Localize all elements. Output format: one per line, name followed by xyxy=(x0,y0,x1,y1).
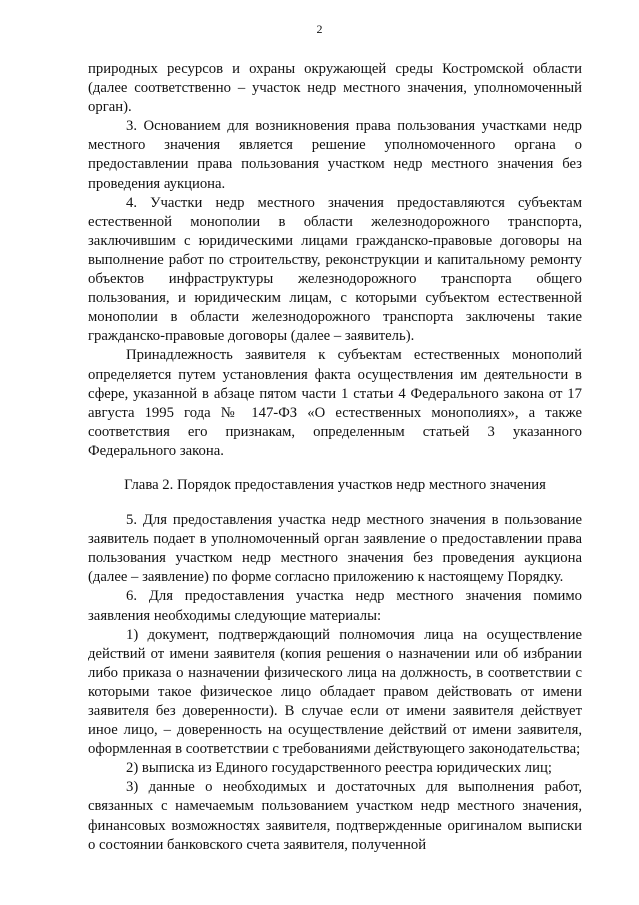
paragraph-6: 6. Для предоставления участка недр местного значения помимо заявления необходимы следующие материалы: xyxy=(88,588,582,624)
paragraph-3: 3. Основанием для возникновения права пользования участками недр местного значения является решение уполномоченного органа о предоставлении права пользования участком недр местного значения без проведения аукциона. xyxy=(88,118,582,192)
list-item-1: 1) документ, подтверждающий полномочия лица на осуществление действий от имени заявителя (копия решения о назначении или об избрании либо приказа о назначении физического лица на должность, в соответствии с которыми такое физическое лицо обладает правом действовать от имени заявителя без доверенности). В случае если от имени заявителя действует иное лицо, – доверенность на осуществление действий от имени заявителя, оформленная в соответствии с требованиями действующего законодательства; xyxy=(88,626,582,758)
paragraph-4: 4. Участки недр местного значения предоставляются субъектам естественной монополии в области железнодорожного транспорта, заключившим с юридическими лицами гражданско-правовые договоры на выполнение работ по строительству, реконструкции и капитальному ремонту объектов инфраструктуры железнодорожного транспорта общего пользования, и юридическим лицам, с которыми субъектом естественной монополии в области железнодорожного транспорта заключены такие гражданско-правовые договоры (далее – заявитель). xyxy=(88,194,582,345)
paragraph-4-continued: Принадлежность заявителя к субъектам естественных монополий определяется путем установления факта осуществления им деятельности в сфере, указанной в абзаце пятом части 1 статьи 4 Федерального закона от 17 августа 1995 года № 147-ФЗ «О естественных монополиях», а также соответствия его признакам, определенным статьей 3 указанного Федерального закона. xyxy=(88,347,582,459)
list-item-3: 3) данные о необходимых и достаточных для выполнения работ, связанных с намечаемым пользованием участком недр местного значения, финансовых возможностях заявителя, подтвержденные оригиналом выписки о состоянии банковского счета заявителя, полученной xyxy=(88,779,582,853)
paragraph-continuation: природных ресурсов и охраны окружающей среды Костромской области (далее соответственно – участок недр местного значения, уполномоченный орган). xyxy=(88,61,582,116)
document-body xyxy=(88,60,582,855)
page-number: 2 xyxy=(316,22,323,36)
paragraph-5: 5. Для предоставления участка недр местного значения в пользование заявитель подает в уполномоченный орган заявление о предоставлении права пользования участком недр местного значения без проведения аукциона (далее – заявление) по форме согласно приложению к настоящему Порядку. xyxy=(88,512,582,586)
list-item-2: 2) выписка из Единого государственного реестра юридических лиц; xyxy=(126,760,552,777)
chapter-heading: Глава 2. Порядок предоставления участков недр местного значения xyxy=(124,476,546,493)
